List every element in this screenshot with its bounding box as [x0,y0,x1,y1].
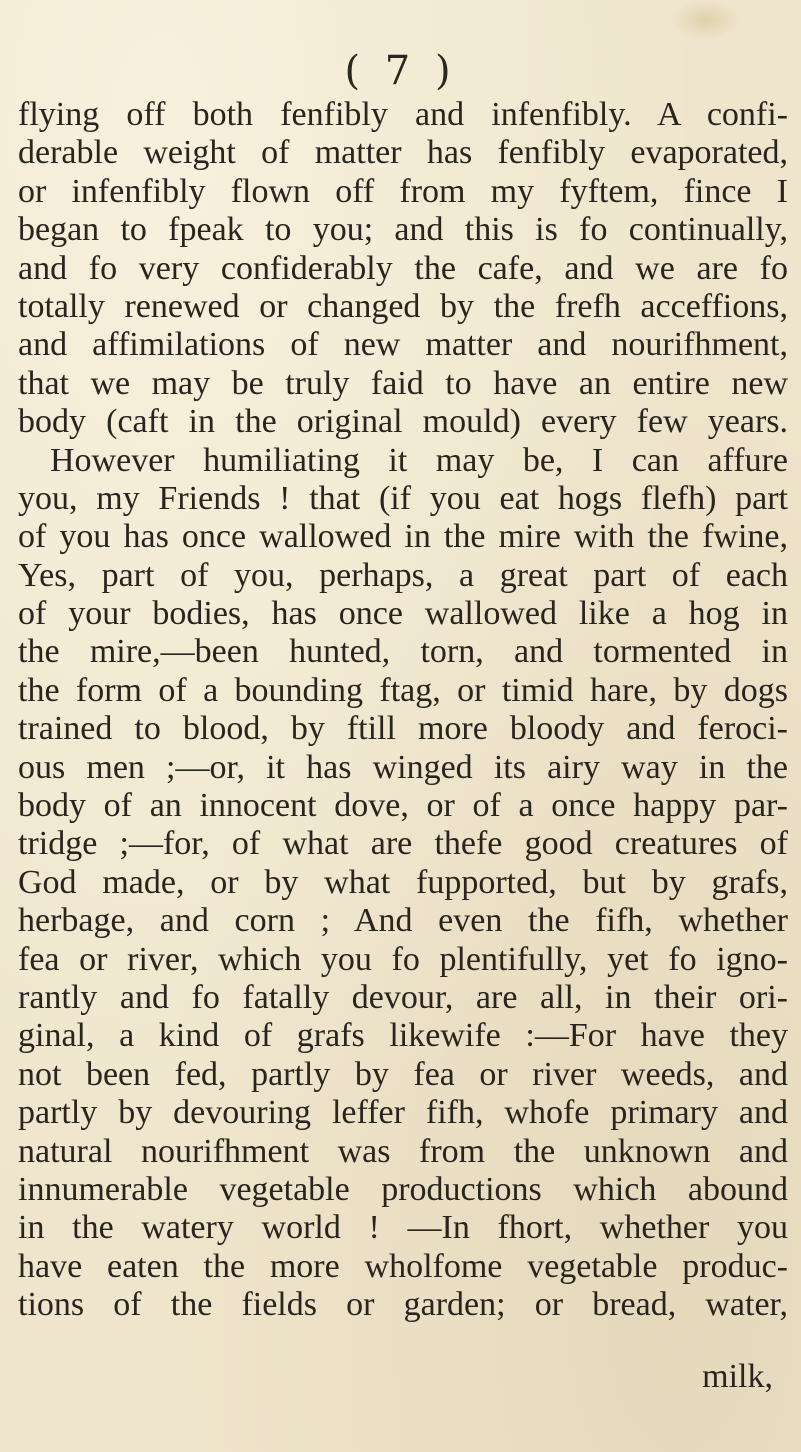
text-line: derable weight of matter has fenfibly evaporated, [18,134,788,172]
text-line: herbage, and corn ; And even the fifh, whether [18,902,788,940]
text-line: the mire,—been hunted, torn, and tormented in [18,633,788,671]
text-line: fea or river, which you fo plentifully, yet fo igno- [18,940,788,978]
text-line: tions of the fields or garden; or bread, water, [18,1286,788,1324]
text-line: trained to blood, by ftill more bloody and feroci- [18,710,788,748]
text-line: Yes, part of you, perhaps, a great part of each [18,556,788,594]
page-number: ( 7 ) [344,48,457,94]
text-line: flying off both fenfibly and infenfibly. A confi- [18,96,788,133]
text-line: not been fed, partly by fea or river weeds, and [18,1055,788,1093]
text-line: and affimilations of new matter and nourifhment, [18,326,788,364]
paper-stain [671,0,741,40]
text-line: the form of a bounding ftag, or timid hare, by dogs [18,671,788,709]
text-line: of your bodies, has once wallowed like a hog in [18,595,788,633]
body-text [18,96,788,1325]
text-line: or infenfibly flown off from my fyftem, fince I [18,172,788,210]
text-line: ous men ;—or, it has winged its airy way in the [18,748,788,786]
text-line: in the watery world ! —In fhort, whether you [18,1209,788,1247]
text-line: However humiliating it may be, I can affure [50,441,788,479]
text-line: totally renewed or changed by the frefh acceffions, [18,287,788,325]
text-line: that we may be truly faid to have an entire new [18,364,788,402]
text-line: natural nourifhment was from the unknown and [18,1132,788,1170]
text-line: have eaten the more wholfome vegetable produc- [18,1247,788,1285]
text-line: and fo very confiderably the cafe, and we are fo [18,249,788,287]
text-line: body (caft in the original mould) every few years. [18,403,788,441]
text-line: rantly and fo fatally devour, are all, in their ori- [18,978,788,1016]
text-line: innumerable vegetable productions which abound [18,1170,788,1208]
text-line: you, my Friends ! that (if you eat hogs flefh) part [18,479,788,517]
text-line: God made, or by what fupported, but by grafs, [18,863,788,901]
text-line: of you has once wallowed in the mire with the fwine, [18,518,788,556]
text-line: body of an innocent dove, or of a once happy par- [18,787,788,825]
catchword: milk, [702,1358,773,1395]
text-line: tridge ;—for, of what are thefe good creatures of [18,825,788,863]
text-line: ginal, a kind of grafs likewife :—For have they [18,1017,788,1055]
text-line: partly by devouring leffer fifh, whofe primary and [18,1094,788,1132]
text-line: began to fpeak to you; and this is fo continually, [18,211,788,249]
